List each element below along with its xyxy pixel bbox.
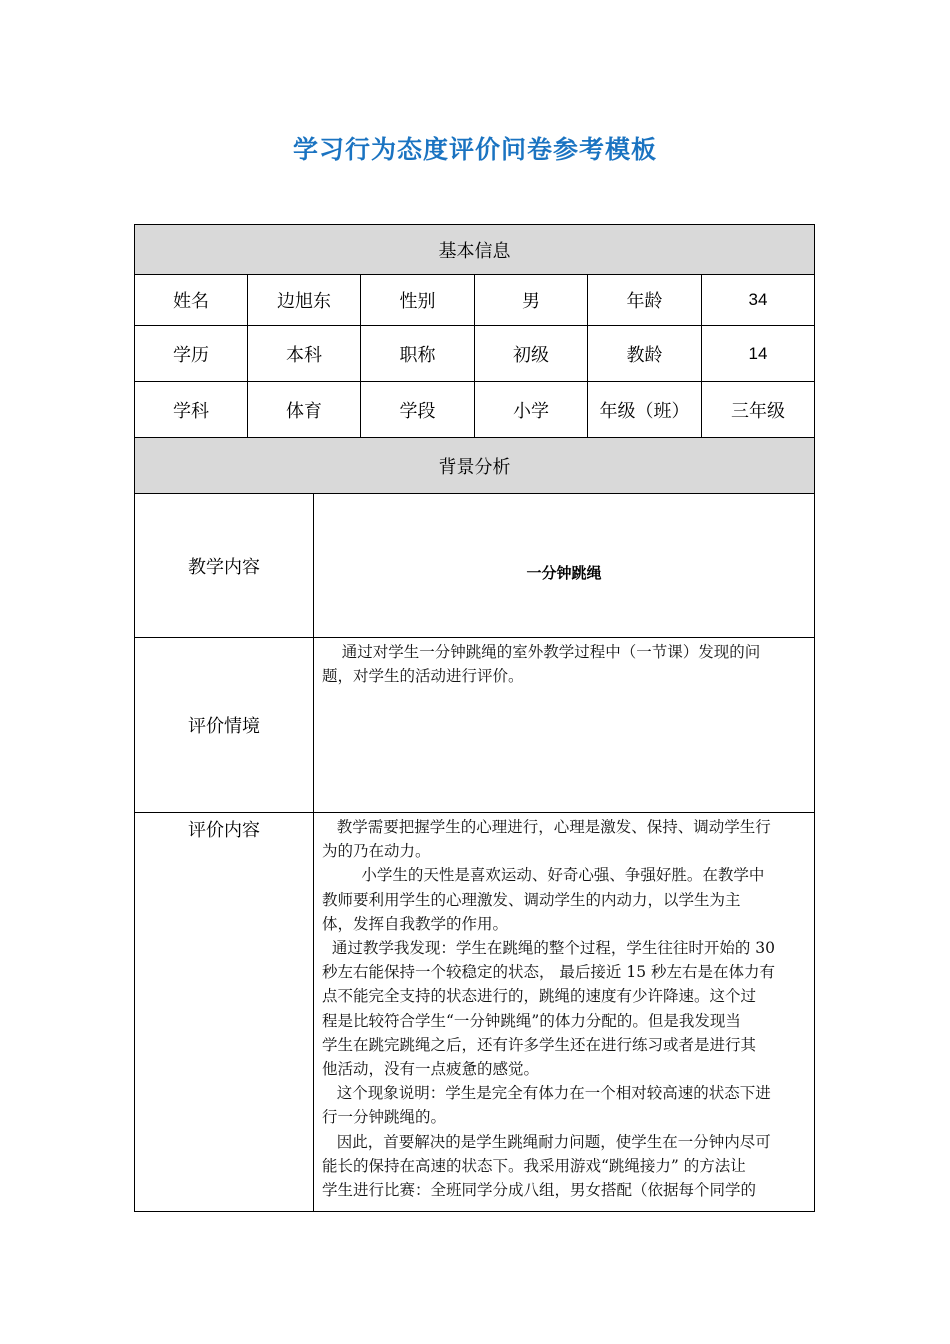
label-title-rank: 职称 <box>399 344 436 366</box>
label-grade-class: 年级（班） <box>599 400 690 422</box>
section-header-basic-info: 基本信息 <box>135 225 814 274</box>
value-name: 边旭东 <box>277 291 331 312</box>
label-school-stage: 学段 <box>399 400 436 422</box>
value-title-rank: 初级 <box>513 344 549 366</box>
eval-content-line: 教学需要把握学生的心理进行，心理是激发、保持、调动学生行 <box>322 818 771 836</box>
eval-content-line: 程是比较符合学生“一分钟跳绳”的体力分配的。但是我发现当 <box>322 1011 741 1030</box>
page-title: 学习行为态度评价问卷参考模板 <box>292 135 657 164</box>
value-school-stage: 小学 <box>513 400 549 422</box>
value-education: 本科 <box>286 344 322 366</box>
eval-content-line: 为的乃在动力。 <box>322 842 431 861</box>
eval-content-text <box>322 815 810 1202</box>
eval-content-line: 体，发挥自我教学的作用。 <box>322 914 509 933</box>
label-eval-context: 评价情境 <box>188 716 260 737</box>
eval-content-line: 这个现象说明：学生是完全有体力在一个相对较高速的状态下进 <box>322 1084 771 1103</box>
label-age: 年龄 <box>626 291 663 312</box>
eval-content-line: 小学生的天性是喜欢运动、好奇心强、争强好胜。在教学中 <box>322 866 765 885</box>
eval-content-line: 点不能完全支持的状态进行的，跳绳的速度有少许降速。这个过 <box>322 987 757 1006</box>
eval-context-line: 通过对学生一分钟跳绳的室外教学过程中（一节课）发现的问 <box>322 643 761 661</box>
value-age: 34 <box>748 290 768 309</box>
eval-content-line: 学生在跳完跳绳之后，还有许多学生还在进行练习或者是进行其 <box>322 1035 757 1054</box>
value-teaching-content: 一分钟跳绳 <box>526 564 602 582</box>
label-name: 姓名 <box>173 291 209 312</box>
value-teaching-years: 14 <box>748 343 768 363</box>
label-teaching-years: 教龄 <box>626 344 663 366</box>
label-subject: 学科 <box>173 400 209 422</box>
label-gender: 性别 <box>399 291 436 312</box>
table-divider <box>134 812 815 813</box>
eval-content-line: 秒左右能保持一个较稳定的状态， 最后接近 15 秒左右是在体力有 <box>322 963 776 982</box>
label-education: 学历 <box>173 344 209 366</box>
value-gender: 男 <box>522 291 540 312</box>
teaching-content-cell <box>314 494 814 637</box>
label-teaching-content: 教学内容 <box>188 556 260 578</box>
eval-content-line: 因此，首要解决的是学生跳绳耐力问题，使学生在一分钟内尽可 <box>322 1132 771 1151</box>
eval-content-line: 他活动，没有一点疲惫的感觉。 <box>322 1060 540 1079</box>
eval-content-line: 教师要利用学生的心理激发、调动学生的内动力，以学生为主 <box>322 890 741 909</box>
value-grade-class: 三年级 <box>731 400 785 422</box>
eval-context-line: 题，对学生的活动进行评价。 <box>322 667 524 686</box>
section-header-background: 背景分析 <box>135 438 814 493</box>
label-eval-content: 评价内容 <box>188 820 260 841</box>
eval-content-line: 能长的保持在高速的状态下。我采用游戏“跳绳接力” 的方法让 <box>322 1156 746 1175</box>
value-subject: 体育 <box>286 400 322 422</box>
eval-context-text <box>322 640 810 688</box>
eval-content-line: 行一分钟跳绳的。 <box>322 1108 447 1127</box>
eval-content-line: 通过教学我发现：学生在跳绳的整个过程，学生往往时开始的 30 <box>322 939 776 958</box>
eval-content-line: 学生进行比赛：全班同学分成八组，男女搭配（依据每个同学的 <box>322 1181 757 1200</box>
